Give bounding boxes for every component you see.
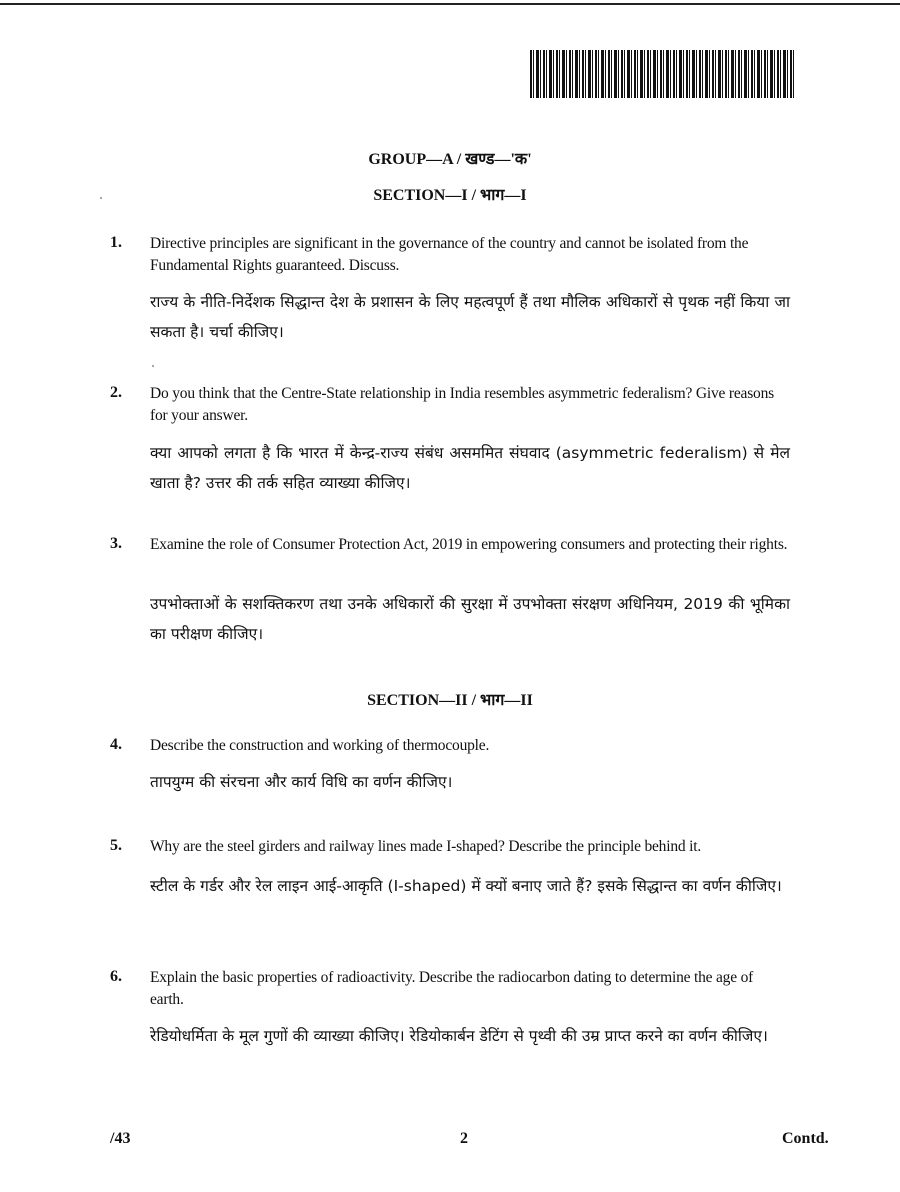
question-2-english: Do you think that the Centre-State relationship in India resembles asymmetric federalism? Give reasons for your answer. [150,385,774,424]
continued-label: Contd. [782,1130,829,1147]
question-6-hindi: रेडियोधर्मिता के मूल गुणों की व्याख्या कीजिए। रेडियोकार्बन डेटिंग से पृथ्वी की उम्र प्राप्त करने का वर्णन कीजिए। [150,1027,768,1045]
question-3-number: 3. [110,535,122,552]
question-2-number: 2. [110,384,122,401]
paper-code: /43 [110,1130,131,1147]
question-5-english: Why are the steel girders and railway lines made I-shaped? Describe the principle behind it. [150,838,702,855]
question-4-hindi: तापयुग्म की संरचना और कार्य विधि का वर्णन कीजिए। [150,773,453,791]
question-4-english: Describe the construction and working of thermocouple. [150,737,490,754]
question-5-hindi: स्टील के गर्डर और रेल लाइन आई-आकृति (I-shaped) में क्यों बनाए जाते हैं? इसके सिद्धान्त का वर्णन कीजिए। [150,877,782,895]
question-3-english: Examine the role of Consumer Protection Act, 2019 in empowering consumers and protecting their rights. [150,536,788,553]
question-6-english: Explain the basic properties of radioactivity. Describe the radiocarbon dating to determine the age of earth. [150,969,754,1008]
top-rule [0,3,900,5]
question-5-number: 5. [110,837,122,854]
question-6-number: 6. [110,968,122,985]
question-1-number: 1. [110,234,122,251]
question-1-hindi: राज्य के नीति-निर्देशक सिद्धान्त देश के प्रशासन के लिए महत्वपूर्ण हैं तथा मौलिक अधिकारों से पृथक नहीं किया जा सकता है। चर्चा कीजिए। [150,293,790,341]
barcode [530,50,796,98]
section-2-heading: SECTION—II / भाग—II [367,692,533,709]
section-1-heading: SECTION—I / भाग—I [373,187,527,204]
question-3-hindi: उपभोक्ताओं के सशक्तिकरण तथा उनके अधिकारों की सुरक्षा में उपभोक्ता संरक्षण अधिनियम, 2019 की भूमिका का परीक्षण कीजिए। [150,595,790,643]
question-2-hindi: क्या आपको लगता है कि भारत में केन्द्र-राज्य संबंध असममित संघवाद (asymmetric federalism) से मेल खाता है? उत्तर की तर्क सहित व्याख्या कीजिए। [150,444,790,492]
scan-speck [152,365,154,367]
page-number: 2 [460,1130,468,1147]
question-4-number: 4. [110,736,122,753]
group-heading: GROUP—A / खण्ड—'क' [368,151,532,168]
question-1-english: Directive principles are significant in the governance of the country and cannot be isolated from the Fundamental Rights guaranteed. Discuss. [150,235,749,274]
